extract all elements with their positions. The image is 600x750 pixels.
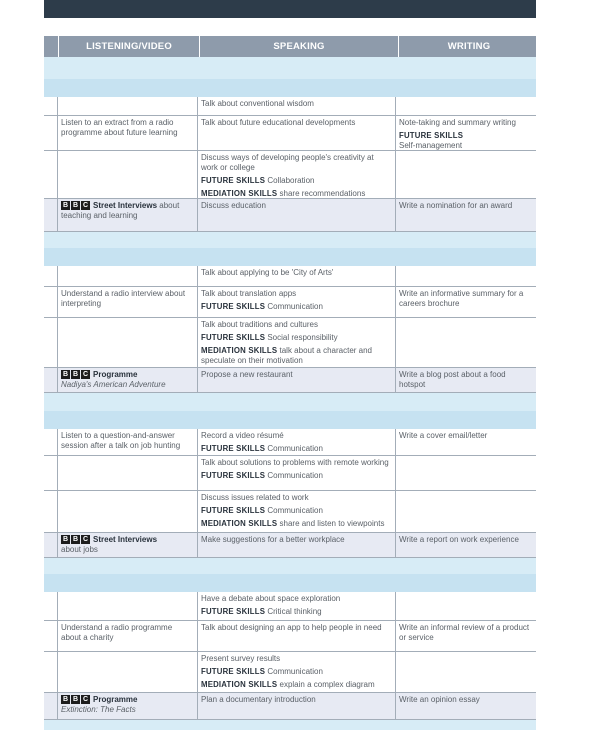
table-cell [58,491,198,532]
future-skills-label: FUTURE SKILLS [201,302,266,311]
table-cell: Present survey results FUTURE SKILLS Communication MEDIATION SKILLS explain a complex diagram [198,652,396,692]
table-cell: Discuss ways of developing people's creativity at work or college FUTURE SKILLS Collaboration MEDIATION SKILLS share recommendations [198,151,396,198]
table-cell [44,97,58,115]
unit-band-dark [44,411,536,429]
table-cell [396,116,536,150]
writing-text: Note-taking and summary writing [399,118,516,127]
bbc-writing: Write a nomination for an award [399,201,513,210]
speaking-text: Have a debate about space exploration [201,594,341,603]
table-row [44,592,536,621]
unit-band [44,558,536,574]
header-speaking: SPEAKING [200,36,399,57]
table-row [44,456,536,491]
table-cell [58,652,198,692]
future-skills-label: FUTURE SKILLS [201,471,266,480]
bbc-writing: Write a report on work experience [399,535,519,544]
speaking-text: Talk about designing an app to help people in need [201,623,382,632]
mediation-skills-label: MEDIATION SKILLS [201,680,278,689]
bbc-title: Programme [93,370,138,379]
table-cell [44,368,58,392]
table-cell [44,533,58,557]
bbc-logo: B B C [62,536,89,544]
syllabus-table [44,36,536,730]
table-cell [44,429,58,455]
table-cell [44,116,58,150]
bbc-logo: B B C [62,371,89,379]
speaking-text: Talk about traditions and cultures [201,320,318,329]
header-listening: LISTENING/VIDEO [59,36,200,57]
future-skills-value: Self-management [399,141,463,150]
mediation-skills-label: MEDIATION SKILLS [201,346,278,355]
listening-text: Listen to an extract from a radio programme about future learning [58,116,198,150]
bbc-title: Street Interviews [93,535,158,544]
table-row [44,151,536,199]
table-cell [396,266,536,286]
bbc-writing: Write an opinion essay [399,695,480,704]
table-row [44,287,536,318]
unit-band-dark [44,248,536,266]
bbc-row [44,368,536,393]
bbc-logo: B B C [62,696,89,704]
table-cell [396,491,536,532]
top-bar [44,0,536,18]
bbc-speaking: Make suggestions for a better workplace [198,533,396,557]
speaking-text: Talk about applying to be 'City of Arts' [201,268,334,277]
speaking-text: Discuss ways of developing people's creativity at work or college [201,153,374,172]
table-row [44,97,536,116]
table-cell [396,592,536,620]
future-skills-label: FUTURE SKILLS [399,131,464,140]
writing-text: Write an informal review of a product or service [399,623,530,642]
bbc-subtitle: Nadiya's American Adventure [61,380,166,389]
listening-text: Understand a radio programme about a charity [58,621,198,651]
bbc-title: Street Interviews [93,201,158,210]
table-cell [396,97,536,115]
listening-text: Understand a radio interview about interpreting [58,287,198,317]
table-cell [58,592,198,620]
table-cell [44,652,58,692]
listening-text: Listen to a question-and-answer session after a talk on job hunting [58,429,198,455]
table-cell: Talk about solutions to problems with remote working FUTURE SKILLS Communication [198,456,396,490]
table-cell: Have a debate about space exploration FUTURE SKILLS Critical thinking [198,592,396,620]
table-cell [58,266,198,286]
table-row [44,266,536,287]
table-cell [58,97,198,115]
writing-text: Write a cover email/letter [399,431,488,440]
bbc-speaking: Plan a documentary introduction [198,693,396,719]
table-cell [58,533,198,557]
table-cell: B B C Street Interviews about teaching and learning [58,199,198,231]
speaking-text: Talk about solutions to problems with remote working [201,458,389,467]
table-cell [58,456,198,490]
table-cell [198,621,396,651]
mediation-skills-label: MEDIATION SKILLS [201,189,278,198]
table-cell [44,199,58,231]
speaking-text: Talk about future educational developments [201,118,356,127]
bbc-speaking: Discuss education [198,199,396,231]
table-cell [198,116,396,150]
table-row [44,429,536,456]
table-row [44,116,536,151]
table-cell: Talk about traditions and cultures FUTURE SKILLS Social responsibility MEDIATION SKILLS talk about a character and speculate on their motivation [198,318,396,367]
bbc-row [44,199,536,232]
table-header [44,36,536,57]
table-cell [44,151,58,198]
table-row [44,621,536,652]
header-spacer [44,36,59,57]
speaking-text: Talk about conventional wisdom [201,99,314,108]
bbc-title: Programme [93,695,138,704]
bbc-logo: B B C [62,202,89,210]
bbc-speaking: Propose a new restaurant [198,368,396,392]
bbc-subtitle: about jobs [61,545,98,554]
table-cell [44,621,58,651]
unit-band [44,232,536,248]
bbc-writing: Write a blog post about a food hotspot [399,370,506,389]
table-row [44,652,536,693]
future-skills-label: FUTURE SKILLS [201,506,266,515]
table-row [44,491,536,533]
table-cell [44,318,58,367]
table-cell [44,491,58,532]
future-skills-label: FUTURE SKILLS [201,176,266,185]
table-cell [198,97,396,115]
table-cell: Discuss issues related to work FUTURE SKILLS Communication MEDIATION SKILLS share and listen to viewpoints [198,491,396,532]
bbc-row [44,533,536,558]
speaking-text: Present survey results [201,654,281,663]
mediation-skills-label: MEDIATION SKILLS [201,519,278,528]
speaking-text: Talk about translation apps [201,289,297,298]
table-cell [198,266,396,286]
table-cell: Talk about translation apps FUTURE SKILLS Communication [198,287,396,317]
table-cell: Record a video résumé FUTURE SKILLS Communication [198,429,396,455]
unit-band-dark [44,574,536,592]
table-cell [58,318,198,367]
bbc-row [44,693,536,720]
future-skills-label: FUTURE SKILLS [201,444,266,453]
unit-band [44,57,536,79]
future-skills-label: FUTURE SKILLS [201,607,266,616]
footer-band [44,720,536,730]
table-cell [44,693,58,719]
future-skills-label: FUTURE SKILLS [201,667,266,676]
writing-text: Write an informative summary for a careers brochure [399,289,524,308]
table-cell [44,287,58,317]
table-cell [396,652,536,692]
table-cell [44,456,58,490]
speaking-text: Discuss issues related to work [201,493,309,502]
table-cell [58,368,198,392]
table-cell [396,151,536,198]
unit-band [44,393,536,411]
header-writing: WRITING [447,41,491,52]
table-cell [396,456,536,490]
speaking-text: Record a video résumé [201,431,284,440]
table-cell [58,693,198,719]
table-cell [58,151,198,198]
future-skills-label: FUTURE SKILLS [201,333,266,342]
table-cell [44,266,58,286]
table-row [44,318,536,368]
unit-band-dark [44,79,536,97]
table-cell [396,318,536,367]
bbc-subtitle: Extinction: The Facts [61,705,136,714]
table-cell [44,592,58,620]
